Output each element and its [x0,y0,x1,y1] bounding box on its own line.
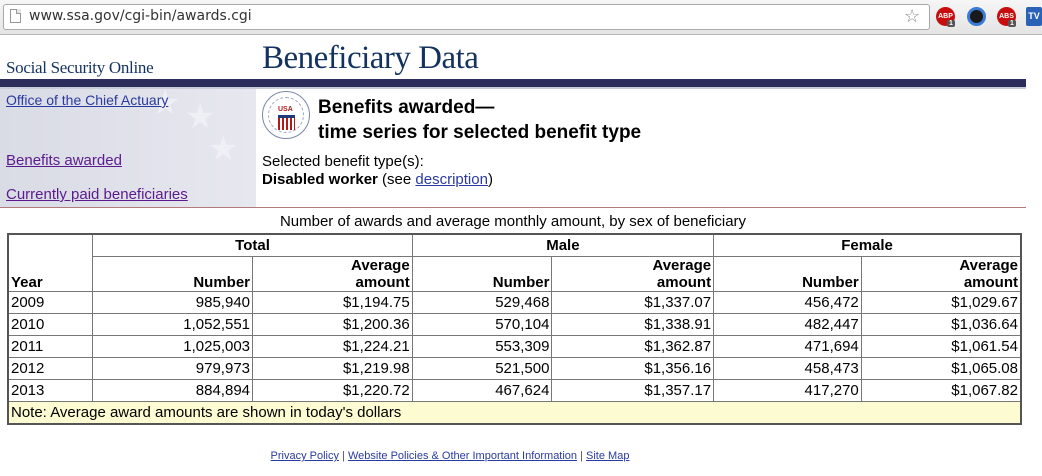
sidebar-item-benefits-awarded[interactable]: Benefits awarded [6,152,122,169]
table-cell: $1,219.98 [253,358,413,380]
table-cell: $1,200.36 [253,314,413,336]
group-header-total: Total [93,234,412,257]
table-column-header-row [8,257,1021,292]
footer-link-site-map[interactable]: Site Map [586,450,630,462]
table-cell: 570,104 [412,314,552,336]
year-cell: 2010 [8,314,93,336]
table-note: Note: Average award amounts are shown in today's dollars [8,402,1021,425]
table-cell: 1,025,003 [93,336,253,358]
table-row [8,314,1021,336]
table-cell: 417,270 [714,380,862,402]
table-cell: 979,973 [93,358,253,380]
adblock-count: 1 [1010,20,1014,27]
star-decoration: ★ [208,130,239,168]
extension-circle-icon[interactable] [967,7,986,26]
heading-line-1: Benefits awarded— [318,97,495,118]
footer-separator: | [580,450,583,462]
column-header-average-amount: Average amount [552,257,714,292]
footer-link-privacy-policy[interactable]: Privacy Policy [270,450,339,462]
group-header-female: Female [714,234,1021,257]
heading-line-2: time series for selected benefit type [318,122,642,143]
address-bar[interactable] [3,4,930,30]
address-bar-url[interactable]: www.ssa.gov/cgi-bin/awards.cgi [29,8,252,24]
table-cell: $1,338.91 [552,314,714,336]
table-cell: 456,472 [714,292,862,314]
year-header: Year [8,234,93,292]
table-cell: $1,356.16 [552,358,714,380]
table-group-header-row [8,234,1021,257]
year-cell: 2011 [8,336,93,358]
table-cell: $1,194.75 [253,292,413,314]
year-cell: 2009 [8,292,93,314]
bookmark-star-icon[interactable]: ☆ [904,6,921,26]
table-note-row [8,402,1021,425]
page-title: Beneficiary Data [262,40,479,76]
selected-benefit-type [262,153,493,189]
table-cell: 529,468 [412,292,552,314]
sidebar-link-office-chief-actuary[interactable]: Office of the Chief Actuary [6,92,169,108]
table-cell: $1,337.07 [552,292,714,314]
content-divider [0,207,1026,208]
table-cell: 471,694 [714,336,862,358]
sidebar-item-currently-paid[interactable]: Currently paid beneficiaries [6,186,188,203]
table-row [8,292,1021,314]
description-link[interactable]: description [415,171,488,188]
adblock-plus-icon[interactable]: ABP [936,7,955,26]
table-cell: $1,067.82 [861,380,1021,402]
table-caption: Number of awards and average monthly amount, by sex of beneficiary [279,213,747,230]
footer [0,450,900,462]
extension-blue-icon[interactable]: TV [1026,7,1042,26]
group-header-male: Male [412,234,713,257]
table-cell: 553,309 [412,336,552,358]
table-cell: $1,029.67 [861,292,1021,314]
column-header-average-amount: Average amount [861,257,1021,292]
table-cell: 458,473 [714,358,862,380]
table-cell: 482,447 [714,314,862,336]
content-heading [318,95,641,145]
page-icon [10,9,21,23]
year-cell: 2012 [8,358,93,380]
column-header-number: Number [714,257,862,292]
table-cell: $1,224.21 [253,336,413,358]
table-cell: 884,894 [93,380,253,402]
selected-label: Selected benefit type(s): [262,153,424,170]
awards-table [7,233,1022,425]
seal-usa: USA [278,106,293,113]
see-suffix: ) [487,171,493,188]
footer-separator: | [342,450,345,462]
table-cell: 1,052,551 [93,314,253,336]
table-cell: 521,500 [412,358,552,380]
star-decoration: ★ [150,84,181,122]
ssa-seal-logo [262,91,310,139]
table-cell: $1,065.08 [861,358,1021,380]
selected-value: Disabled worker [262,171,378,188]
see-prefix: (see [377,171,416,188]
column-header-number: Number [412,257,552,292]
table-cell: $1,061.54 [861,336,1021,358]
site-name[interactable]: Social Security Online [6,58,154,77]
table-cell: $1,220.72 [253,380,413,402]
table-cell: 985,940 [93,292,253,314]
table-cell: $1,357.17 [552,380,714,402]
footer-link-website-policies[interactable]: Website Policies & Other Important Information [347,450,578,462]
adblock-icon[interactable]: ABS [997,7,1016,26]
table-cell: $1,362.87 [552,336,714,358]
table-row [8,336,1021,358]
table-cell: $1,036.64 [861,314,1021,336]
year-cell: 2013 [8,380,93,402]
table-row [8,380,1021,402]
table-row [8,358,1021,380]
star-decoration: ★ [185,98,216,136]
seal-shield-icon [278,115,295,130]
browser-toolbar [0,0,1042,35]
table-cell: 467,624 [412,380,552,402]
adblock-plus-count: 1 [949,20,953,27]
column-header-average-amount: Average amount [253,257,413,292]
column-header-number: Number [93,257,253,292]
